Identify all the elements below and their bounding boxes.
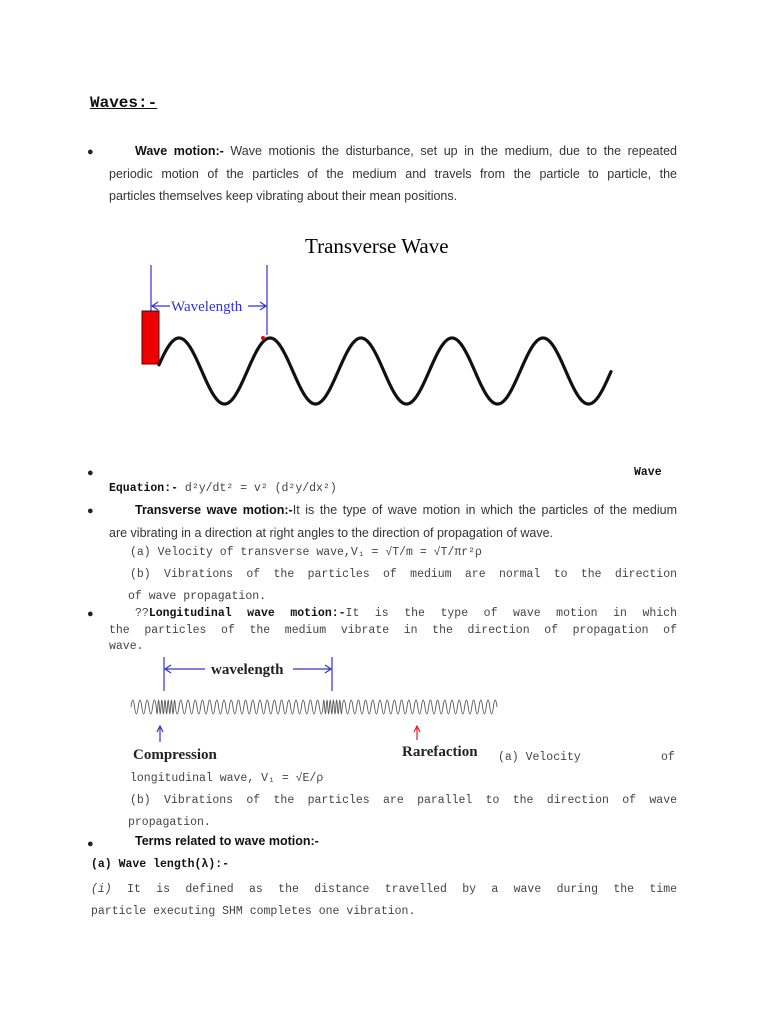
- rarefaction-label: Rarefaction: [402, 744, 478, 760]
- wave-equation-formula: d²y/dt² = v² (d²y/dx²): [178, 482, 337, 495]
- transverse-motion-text-line2: are vibrating in a direction at right angles to the direction of propagation of wave.: [109, 525, 554, 540]
- longitudinal-prefix: ??: [135, 607, 149, 620]
- transverse-motion-term: Transverse wave motion:-: [135, 503, 293, 517]
- bullet-icon: ●: [87, 467, 94, 479]
- wave-motion-text-line2: periodic motion of the particles of the medium and travels from the particle to particle, the: [109, 166, 677, 181]
- longitudinal-motion-text: It is the type of wave motion in which: [345, 607, 677, 620]
- bullet-icon: ●: [87, 505, 94, 517]
- wavelength-label: Wavelength: [171, 299, 243, 315]
- longitudinal-point-a-start: (a) Velocity: [498, 751, 581, 764]
- wavelength-label: wavelength: [211, 662, 284, 678]
- wave-equation-line: [109, 482, 337, 495]
- longitudinal-motion-paragraph: [109, 606, 677, 656]
- wave-motion-paragraph: [109, 140, 677, 208]
- transverse-wave-figure: [130, 225, 630, 425]
- longitudinal-point-b-line1: (b) Vibrations of the particles are parallel to the direction of wave: [130, 794, 677, 807]
- wave-motion-text-line3: particles themselves keep vibrating about their mean positions.: [109, 189, 458, 203]
- transverse-motion-text: It is the type of wave motion in which the particles of the medium: [292, 503, 678, 517]
- wavelength-definition-line2: particle executing SHM completes one vibration.: [91, 905, 416, 918]
- transverse-point-b-line1: (b) Vibrations of the particles of medium are normal to the direction: [130, 568, 677, 581]
- compression-label: Compression: [133, 747, 217, 763]
- wave-equation-word: Wave: [634, 466, 662, 479]
- wave-source-block: [142, 311, 159, 364]
- transverse-wave-curve: [159, 338, 611, 404]
- wavelength-definition-line1: [91, 883, 677, 896]
- longitudinal-wave-spring: [131, 700, 497, 714]
- bullet-icon: ●: [87, 146, 94, 158]
- longitudinal-motion-term: Longitudinal wave motion:-: [148, 607, 346, 620]
- transverse-point-b-line2: of wave propagation.: [128, 590, 267, 603]
- bullet-icon: ●: [87, 838, 94, 850]
- longitudinal-point-a-of: of: [661, 751, 675, 764]
- page-heading: Waves:-: [90, 94, 158, 112]
- wavelength-subheading: (a) Wave length(λ):-: [91, 858, 230, 871]
- definition-text: It is defined as the distance travelled by a wave during the time: [111, 883, 677, 896]
- transverse-motion-paragraph: [109, 499, 677, 544]
- wave-motion-text: Wave motionis the disturbance, set up in the medium, due to the repeated: [223, 144, 677, 158]
- terms-heading: Terms related to wave motion:-: [135, 834, 319, 848]
- longitudinal-point-a-line2: longitudinal wave, V₁ = √E/ρ: [130, 772, 324, 785]
- longitudinal-motion-text-line2: the particles of the medium vibrate in the direction of propagation of: [109, 623, 677, 637]
- wave-equation-term: Equation:-: [109, 482, 179, 495]
- longitudinal-wave-figure: [125, 655, 505, 767]
- transverse-wave-title: Transverse Wave: [305, 234, 449, 258]
- crest-marker: [261, 336, 265, 340]
- longitudinal-point-b-line2: propagation.: [128, 816, 211, 829]
- wave-motion-term: Wave motion:-: [135, 144, 224, 158]
- longitudinal-motion-text-line3: wave.: [109, 640, 144, 653]
- definition-prefix: (i): [91, 883, 112, 896]
- transverse-point-a: (a) Velocity of transverse wave,V₁ = √T/m = √T/πr²ρ: [130, 546, 482, 559]
- bullet-icon: ●: [87, 608, 94, 620]
